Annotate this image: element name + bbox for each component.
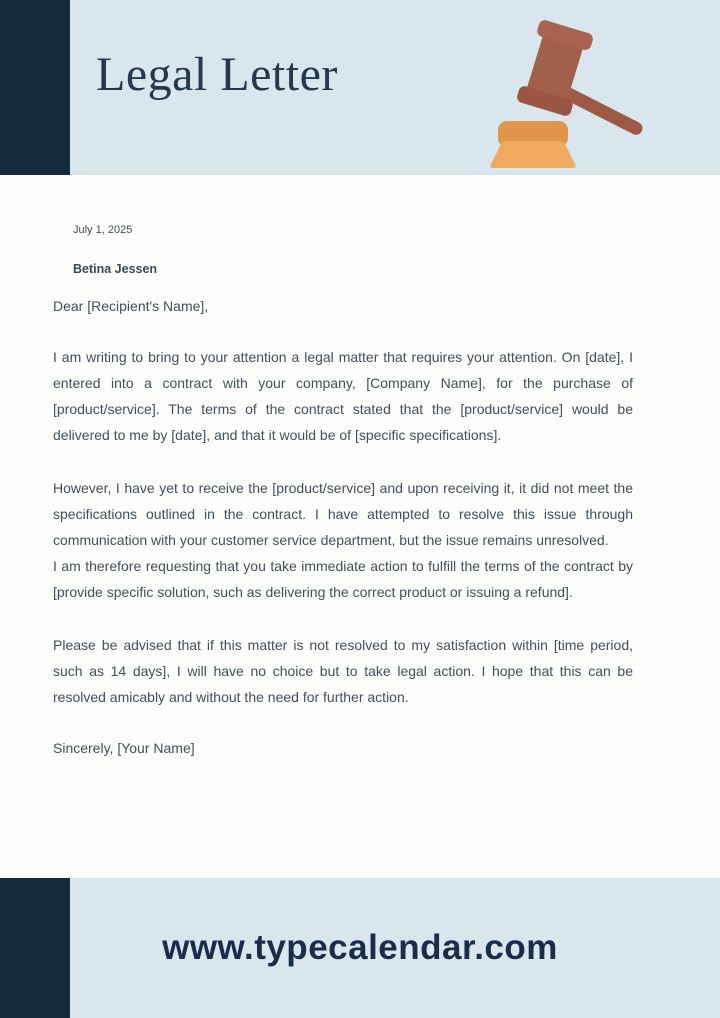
header-banner	[0, 0, 720, 175]
letter-date: July 1, 2025	[73, 224, 133, 236]
footer-banner	[0, 878, 720, 1018]
paragraph-2: However, I have yet to receive the [product/service] and upon receiving it, it did not meet the specifications outlined in the contract. I have attempted to resolve this issue through communication with your customer service department, but the issue remains unresolved.	[53, 480, 633, 548]
header-accent-bar	[0, 0, 70, 175]
paragraph-1: I am writing to bring to your attention a legal matter that requires your attention. On [date], I entered into a contract with your company, [Company Name], for the purchase of [product/service]. The terms of the contract stated that the [product/service] would be delivered to me by [date], and that it would be of [specific specifications].	[53, 349, 633, 443]
sender-name: Betina Jessen	[73, 262, 158, 276]
page-title: Legal Letter	[96, 48, 338, 101]
letter-body	[53, 175, 633, 758]
website-url: www.typecalendar.com	[162, 928, 558, 967]
salutation: Dear [Recipient's Name],	[53, 298, 209, 314]
gavel-icon	[488, 20, 653, 168]
paragraph-3: I am therefore requesting that you take immediate action to fulfill the terms of the contract by [provide specific solution, such as delivering the correct product or issuing a refund].	[53, 558, 633, 600]
closing-signature: Sincerely, [Your Name]	[53, 740, 195, 756]
paragraph-4: Please be advised that if this matter is not resolved to my satisfaction within [time period, such as 14 days], I will have no choice but to take legal action. I hope that this can be resolved amicably and without the need for further action.	[53, 637, 633, 705]
